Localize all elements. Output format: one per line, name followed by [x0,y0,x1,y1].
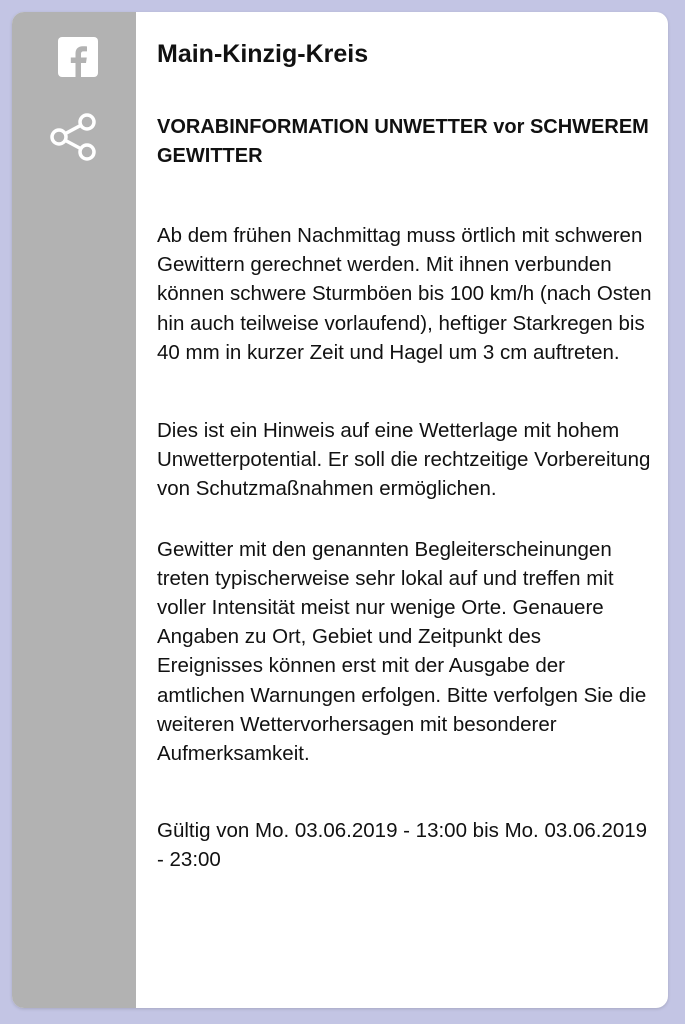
warning-paragraph: Dies ist ein Hinweis auf eine Wetterlage mit hohem Unwetterpotential. Er soll die rechtzeitige Vorbereitung von Schutzmaßnahmen ermöglichen. [157,419,651,501]
facebook-icon [67,45,89,77]
region-title: Main-Kinzig-Kreis [157,40,369,68]
validity-period: Gültig von Mo. 03.06.2019 - 13:00 bis Mo. 03.06.2019 - 23:00 [157,819,648,872]
share-icon [46,110,100,164]
warning-content [157,38,652,875]
share-button[interactable] [46,110,100,164]
share-sidebar [12,12,136,1008]
warning-headline: VORABINFORMATION UNWETTER vor SCHWEREM GEWITTER [157,116,649,167]
warning-paragraph: Ab dem frühen Nachmittag muss örtlich mit schweren Gewittern gerechnet werden. Mit ihnen verbunden können schwere Sturmböen bis 100 km/h (nach Osten hin auch teilweise vorlaufend), heftiger Starkregen bis 40 mm in kurzer Zeit und Hagel um 3 cm auftreten. [157,224,652,364]
warning-card [12,12,668,1008]
warning-paragraph: Gewitter mit den genannten Begleiterscheinungen treten typischerweise sehr lokal auf und treffen mit voller Intensität meist nur wenige Orte. Genauere Angaben zu Ort, Gebiet und Zeitpunkt des Ereignisses können erst mit der Ausgabe der amtlichen Warnungen erfolgen. Bitte verfolgen Sie die weiteren Wettervorhersagen mit besonderer Aufmerksamkeit. [157,537,647,766]
facebook-share-button[interactable] [58,37,98,77]
